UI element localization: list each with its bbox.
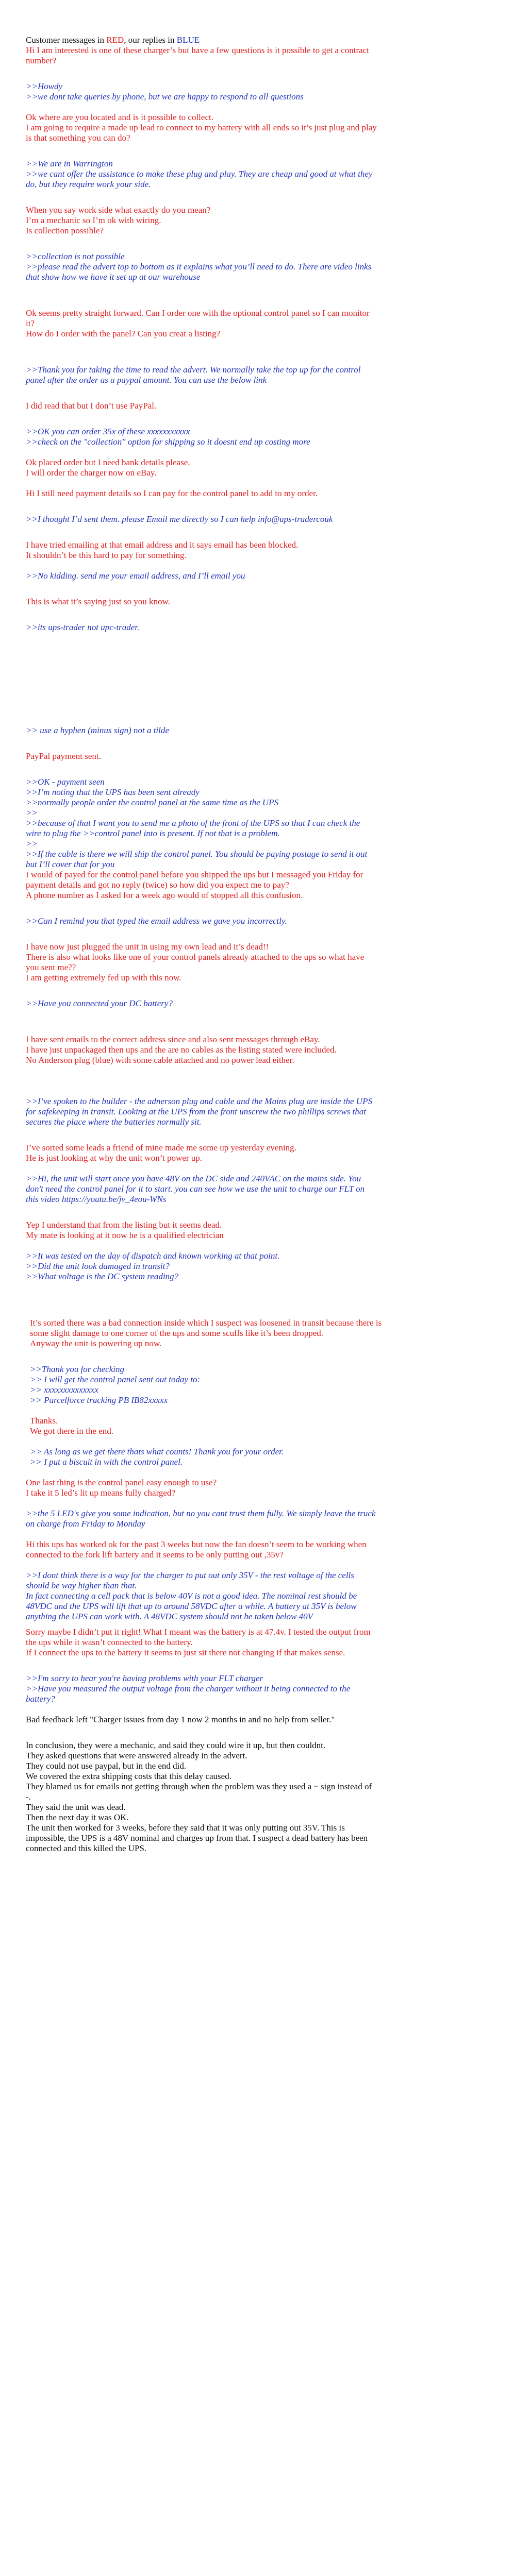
message-line: >>Howdy [26,81,63,91]
message-line: >>It was tested on the day of dispatch and known working at that point. [26,1251,280,1261]
message-line: payment details and got no reply (twice) so how did you expect me to pay? [26,880,289,890]
message-line: A phone number as I asked for a week ago would of stopped all this confusion. [26,890,303,900]
message-line: you sent me?? [26,962,76,972]
message-line: Then the next day it was OK. [26,1812,129,1822]
legend-red-word: RED [106,35,124,45]
message-line: I have tried emailing at that email address and it says email has been blocked. [26,540,299,550]
customer-message [26,1035,510,1065]
message-line: I’ve sorted some leads a friend of mine made me some up yesterday evening. [26,1143,296,1153]
message-line: >>Thank you for taking the time to read the advert. We normally take the top up for the control [26,365,361,375]
legend-prefix: Customer messages in [26,35,107,45]
customer-message [30,1318,515,1349]
customer-message [26,942,510,983]
message-line: on charge from Friday to Monday [26,1519,145,1529]
message-line: >>Have you measured the output voltage from the charger without it being connected to the [26,1684,351,1693]
message-line: Sorry maybe I didn’t put it right! What I meant was the battery is at 47.4v. I tested the output from [26,1627,371,1637]
message-line: Ok placed order but I need bank details please. [26,457,190,467]
message-line: impossible, the UPS is a 48V nominal and charges up from that. I suspect a dead battery has been [26,1833,368,1843]
message-line: I will order the charger now on eBay. [26,468,157,478]
message-line: Bad feedback left "Charger issues from day 1 now 2 months in and no help from seller." [26,1715,335,1724]
seller-reply [26,1174,510,1205]
message-line: number? [26,56,57,65]
message-line: It’s sorted there was a bad connection inside which I suspect was loosened in transit because there is [30,1318,382,1328]
message-line: >>I’ve spoken to the builder - the adnerson plug and cable and the Mains plug are inside the UPS [26,1096,372,1106]
message-line: We covered the extra shipping costs that this delay caused. [26,1771,231,1781]
seller-reply [26,251,510,282]
message-line: for safekeeping in transit. Looking at the UPS from the front unscrew the two phillips screws that [26,1107,366,1116]
customer-message [26,1539,510,1560]
message-line: is that something you can do? [26,133,130,143]
message-line: >> I put a biscuit in with the control panel. [30,1457,183,1467]
message-line: In conclusion, they were a mechanic, and said they could wire it up, but then couldnt. [26,1740,326,1750]
message-line: >> Parcelforce tracking PB IB82xxxxx [30,1395,168,1405]
message-line: this video https://youtu.be/jv_4eou-WNs [26,1194,167,1204]
message-line: >>its ups-trader not upc-trader. [26,622,140,632]
message-line: We got there in the end. [30,1426,113,1436]
message-line: >>the 5 LED's give you some indication, but no you cant trust them fully. We simply leave the truck [26,1509,376,1518]
message-line: but I’ll cover that for you [26,859,115,869]
seller-reply [26,81,510,102]
customer-message [26,45,510,66]
customer-message [26,1478,510,1498]
message-line: It shouldn’t be this hard to pay for something. [26,550,187,560]
customer-message [26,457,510,478]
customer-message [26,488,510,499]
customer-message [26,1143,510,1163]
seller-reply [26,427,510,447]
message-line: I did read that but I don’t use PayPal. [26,401,157,411]
message-line: secures the place where the batteries normally sit. [26,1117,202,1127]
message-line: I have just unpackaged then ups and the are no cables as the listing stated were included. [26,1045,337,1055]
seller-reply [30,1447,515,1467]
message-line: No Anderson plug (blue) with some cable attached and no power lead either. [26,1055,294,1065]
message-line: wire to plug the >>control panel into is present. If not that is a problem. [26,828,280,838]
message-line: >>check on the "collection" option for shipping so it doesnt end up costing more [26,437,310,447]
message-line: connected to the fork lift battery and it seems to be only putting out ,35v? [26,1550,284,1560]
message-line: Ok where are you located and is it possible to collect. [26,112,213,122]
message-line: I’m a mechanic so I’m ok with wiring. [26,215,161,225]
seller-reply [26,998,510,1009]
seller-reply [26,1570,510,1622]
seller-reply [26,1509,510,1529]
message-line: it? [26,318,35,328]
message-line: >> I will get the control panel sent out today to: [30,1375,201,1384]
message-line: I have sent emails to the correct address since and also sent messages through eBay. [26,1035,320,1044]
message-line: -. [26,1792,31,1802]
message-line: >>What voltage is the DC system reading? [26,1272,179,1281]
customer-message [26,112,510,143]
message-line: >>Hi, the unit will start once you have 48V on the DC side and 240VAC on the mains side. You [26,1174,361,1183]
legend-middle: , our replies in [124,35,177,45]
message-line: >>Thank you for checking [30,1364,124,1374]
message-line: I am getting extremely fed up with this now. [26,973,181,982]
message-line: When you say work side what exactly do you mean? [26,205,211,215]
message-line: I have now just plugged the unit in using my own lead and it’s dead!! [26,942,269,952]
message-line: PayPal payment sent. [26,751,101,761]
message-line: >> use a hyphen (minus sign) not a tilde [26,725,169,735]
seller-reply [26,1673,510,1704]
message-line: They said the unit was dead. [26,1802,126,1812]
message-line: do, but they require work your side. [26,179,151,189]
message-line: I would of payed for the control panel before you shipped the ups but I messaged you Friday for [26,870,363,879]
message-line: They asked questions that were answered already in the advert. [26,1751,247,1760]
message-line: >>we dont take queries by phone, but we are happy to respond to all questions [26,92,304,101]
message-line: He is just looking at why the unit won’t power up. [26,1153,203,1163]
legend-line [26,35,510,45]
message-line: If I connect the ups to the battery it seems to just sit there not changing if that makes sense. [26,1648,345,1657]
message-line: I take it 5 led’s lit up means fully charged? [26,1488,176,1498]
customer-message [26,401,510,411]
message-line: should be way higher than that. [26,1581,137,1590]
message-line: How do I order with the panel? Can you creat a listing? [26,329,221,338]
message-line: >>I dont think there is a way for the charger to put out only 35V - the rest voltage of the cells [26,1570,354,1580]
message-line: don't need the control panel for it to start. you can see how we use the unit to charge our FLT on [26,1184,365,1194]
seller-reply [26,365,510,385]
customer-message [26,870,510,901]
message-line: connected and this killed the UPS. [26,1843,147,1853]
message-line: battery? [26,1694,55,1704]
message-line: Hi this ups has worked ok for the past 3 weeks but now the fan doesn’t seem to be working when [26,1539,367,1549]
customer-message [26,1627,510,1658]
message-line: >>OK you can order 35x of these xxxxxxxxxxx [26,427,190,436]
seller-reply [26,1096,510,1127]
message-line: >>Did the unit look damaged in transit? [26,1261,170,1271]
customer-message [26,540,510,561]
message-line: >>Can I remind you that typed the email address we gave you incorrectly. [26,916,287,926]
message-line: the ups while it wasn’t connected to the battery. [26,1637,193,1647]
message-line: >>I thought I’d sent them. please Email me directly so I can help info@ups-tradercouk [26,514,333,524]
message-line: Thanks. [30,1416,58,1426]
message-line: >>because of that I want you to send me a photo of the front of the UPS so that I can check the [26,818,360,828]
message-line: >>please read the advert top to bottom as it explains what you’ll need to do. There are video links [26,262,372,272]
message-line: >>we cant offer the assistance to make these plug and play. They are cheap and good at what they [26,169,373,179]
legend-blue-word: BLUE [176,35,200,45]
message-line: >>I’m noting that the UPS has been sent already [26,787,200,797]
seller-reply [26,916,510,926]
seller-reply [30,1364,515,1405]
message-line: >> As long as we get there thats what counts! Thank you for your order. [30,1447,284,1456]
seller-reply [26,725,510,736]
message-line: >>I'm sorry to hear you're having problems with your FLT charger [26,1673,263,1683]
message-line: One last thing is the control panel easy enough to use? [26,1478,217,1487]
message-line: >>We are in Warrington [26,159,113,168]
message-line: >> [26,808,38,818]
customer-message [26,308,510,339]
message-line: >> [26,839,38,849]
message-line: In fact connecting a cell pack that is below 40V is not a good idea. The nominal rest should be [26,1591,357,1601]
message-line: panel after the order as a paypal amount. You can use the below link [26,375,267,385]
message-line: that show how we have it set up at our warehouse [26,272,201,282]
message-line: Hi I am interested is one of these charger’s but have a few questions is it possible to get a contract [26,45,369,55]
customer-message [26,205,510,236]
message-line: I am going to require a made up lead to connect to my battery with all ends so it’s just plug and play [26,123,377,132]
customer-message [26,1220,510,1241]
message-line: They could not use paypal, but in the end did. [26,1761,187,1771]
message-line: Ok seems pretty straight forward. Can I order one with the optional control panel so I can monitor [26,308,370,318]
customer-message [26,751,510,761]
message-line: >>collection is not possible [26,251,125,261]
customer-message [26,597,510,607]
message-line: Hi I still need payment details so I can pay for the control panel to add to my order. [26,488,318,498]
message-line: >>normally people order the control panel at the same time as the UPS [26,798,279,807]
message-line: some slight damage to one corner of the ups and some scuffs like it’s been dropped. [30,1328,324,1338]
message-line: The unit then worked for 3 weeks, before they said that it was only putting out 35V. This is [26,1823,345,1833]
message-line: There is also what looks like one of your control panels already attached to the ups so what have [26,952,365,962]
message-line: 48VDC and the UPS will lift that up to around 58VDC after a while. A battery at 35V is below [26,1601,357,1611]
message-line: >>If the cable is there we will ship the control panel. You should be paying postage to send it out [26,849,368,859]
message-line: anything the UPS can work with. A 48VDC system should not be taken below 40V [26,1612,313,1621]
seller-reply [26,159,510,190]
message-line: >>Have you connected your DC battery? [26,998,173,1008]
message-line: >>OK - payment seen [26,777,105,787]
customer-message [30,1416,515,1436]
message-line: This is what it’s saying just so you know. [26,597,170,606]
message-line: My mate is looking at it now he is a qualified electrician [26,1230,224,1240]
message-line: Anyway the unit is powering up now. [30,1338,162,1348]
seller-reply [26,571,510,581]
message-line: >> xxxxxxxxxxxxxx [30,1385,98,1395]
seller-summary [26,1740,510,1854]
message-line: Yep I understand that from the listing but it seems dead. [26,1220,222,1230]
message-line: They blamed us for emails not getting through when the problem was they used a ~ sign instead of [26,1782,372,1791]
message-line: >>No kidding. send me your email address, and I’ll email you [26,571,245,581]
message-line: Is collection possible? [26,226,104,235]
seller-reply [26,514,510,524]
seller-summary [26,1715,510,1725]
seller-reply [26,777,510,870]
seller-reply [26,1251,510,1282]
seller-reply [26,622,510,633]
